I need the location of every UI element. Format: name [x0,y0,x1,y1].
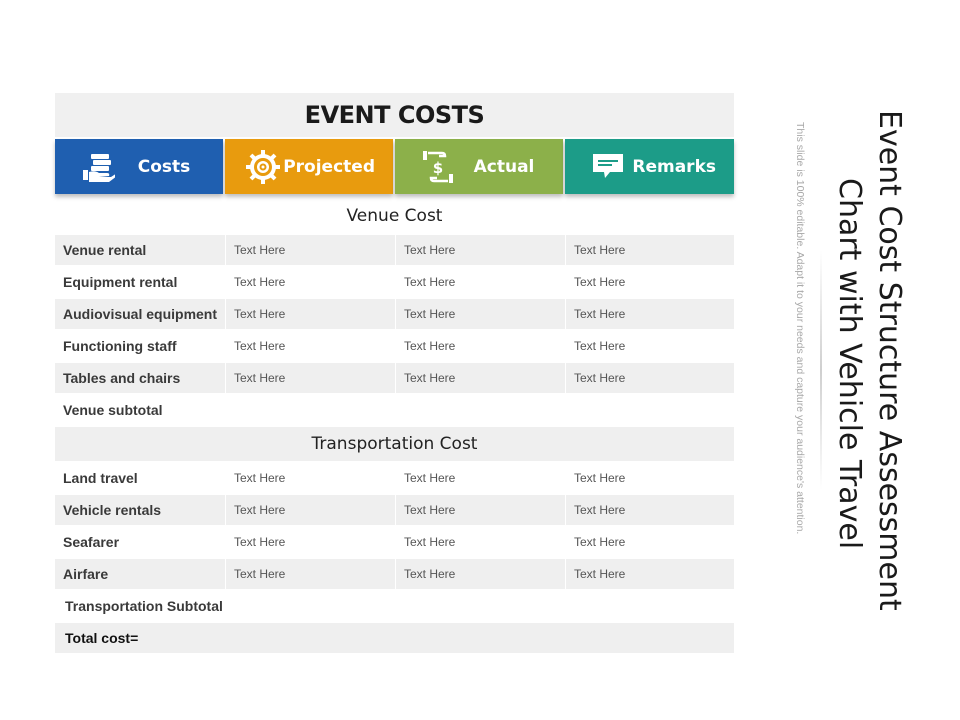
table-row [55,235,734,265]
transportation-subtotal-label: Transportation Subtotal [65,598,223,614]
row-label: Functioning staff [63,338,177,354]
cell-actual: Text Here [395,331,565,361]
cell-actual: Text Here [395,463,565,493]
cell-remarks: Text Here [565,527,734,557]
cell-projected: Text Here [225,331,395,361]
row-label: Land travel [63,470,138,486]
cell-projected: Text Here [225,267,395,297]
table-row [55,299,734,329]
row-label: Tables and chairs [63,370,181,386]
cell-projected: Text Here [225,299,395,329]
table-row [55,267,734,297]
row-label: Venue rental [63,242,147,258]
table-row [55,559,734,589]
slide-description: This slide is 100% editable. Adapt it to your needs and capture your audience's attention. [794,122,806,535]
row-label: Audiovisual equipment [63,306,218,322]
slide-title-line1: Event Cost Structure Assessment [872,110,907,611]
cell-remarks: Text Here [565,299,734,329]
table-title: EVENT COSTS [55,93,734,137]
target-gear-icon [243,150,283,184]
header-remarks-label: Remarks [632,156,716,177]
row-label: Vehicle rentals [63,502,162,518]
slide-title [826,110,916,610]
dollar-hands-icon [413,149,463,185]
header-actual-label: Actual [473,156,535,177]
cell-projected: Text Here [225,559,395,589]
total-cost-row [55,623,734,653]
speech-bubble-icon [583,152,632,182]
header-costs-label: Costs [137,156,191,177]
cell-remarks: Text Here [565,363,734,393]
title-divider [820,250,822,490]
cell-remarks: Text Here [565,495,734,525]
row-label: Equipment rental [63,274,178,290]
transportation-subtotal-row [55,591,734,621]
table-row [55,331,734,361]
event-costs-table [55,93,734,653]
table-row [55,463,734,493]
header-row [55,139,734,194]
header-projected [225,139,393,194]
table-row [55,363,734,393]
cell-projected: Text Here [225,235,395,265]
cell-remarks: Text Here [565,559,734,589]
cell-projected: Text Here [225,495,395,525]
cell-remarks: Text Here [565,267,734,297]
cell-projected: Text Here [225,363,395,393]
cell-projected: Text Here [225,527,395,557]
row-label: Airfare [63,566,109,582]
transportation-cost-title: Transportation Cost [55,427,734,461]
cell-actual: Text Here [395,559,565,589]
svg-text:$: $ [432,158,444,177]
header-costs [55,139,223,194]
money-in-hand-icon [73,152,123,182]
venue-subtotal-label: Venue subtotal [63,402,163,418]
table-row [55,495,734,525]
venue-subtotal-row [55,395,734,425]
slide-title-line2: Chart with Vehicle Travel [832,178,867,550]
cell-actual: Text Here [395,527,565,557]
cell-actual: Text Here [395,299,565,329]
table-row [55,527,734,557]
cell-actual: Text Here [395,495,565,525]
cell-actual: Text Here [395,267,565,297]
header-remarks [565,139,734,194]
cell-remarks: Text Here [565,331,734,361]
cell-remarks: Text Here [565,463,734,493]
cell-projected: Text Here [225,463,395,493]
venue-cost-title: Venue Cost [346,206,443,226]
cell-actual: Text Here [395,235,565,265]
cell-actual: Text Here [395,363,565,393]
cell-remarks: Text Here [565,235,734,265]
row-label: Seafarer [63,534,120,550]
header-actual [395,139,563,194]
total-cost-label: Total cost= [65,630,139,646]
header-projected-label: Projected [283,156,375,177]
